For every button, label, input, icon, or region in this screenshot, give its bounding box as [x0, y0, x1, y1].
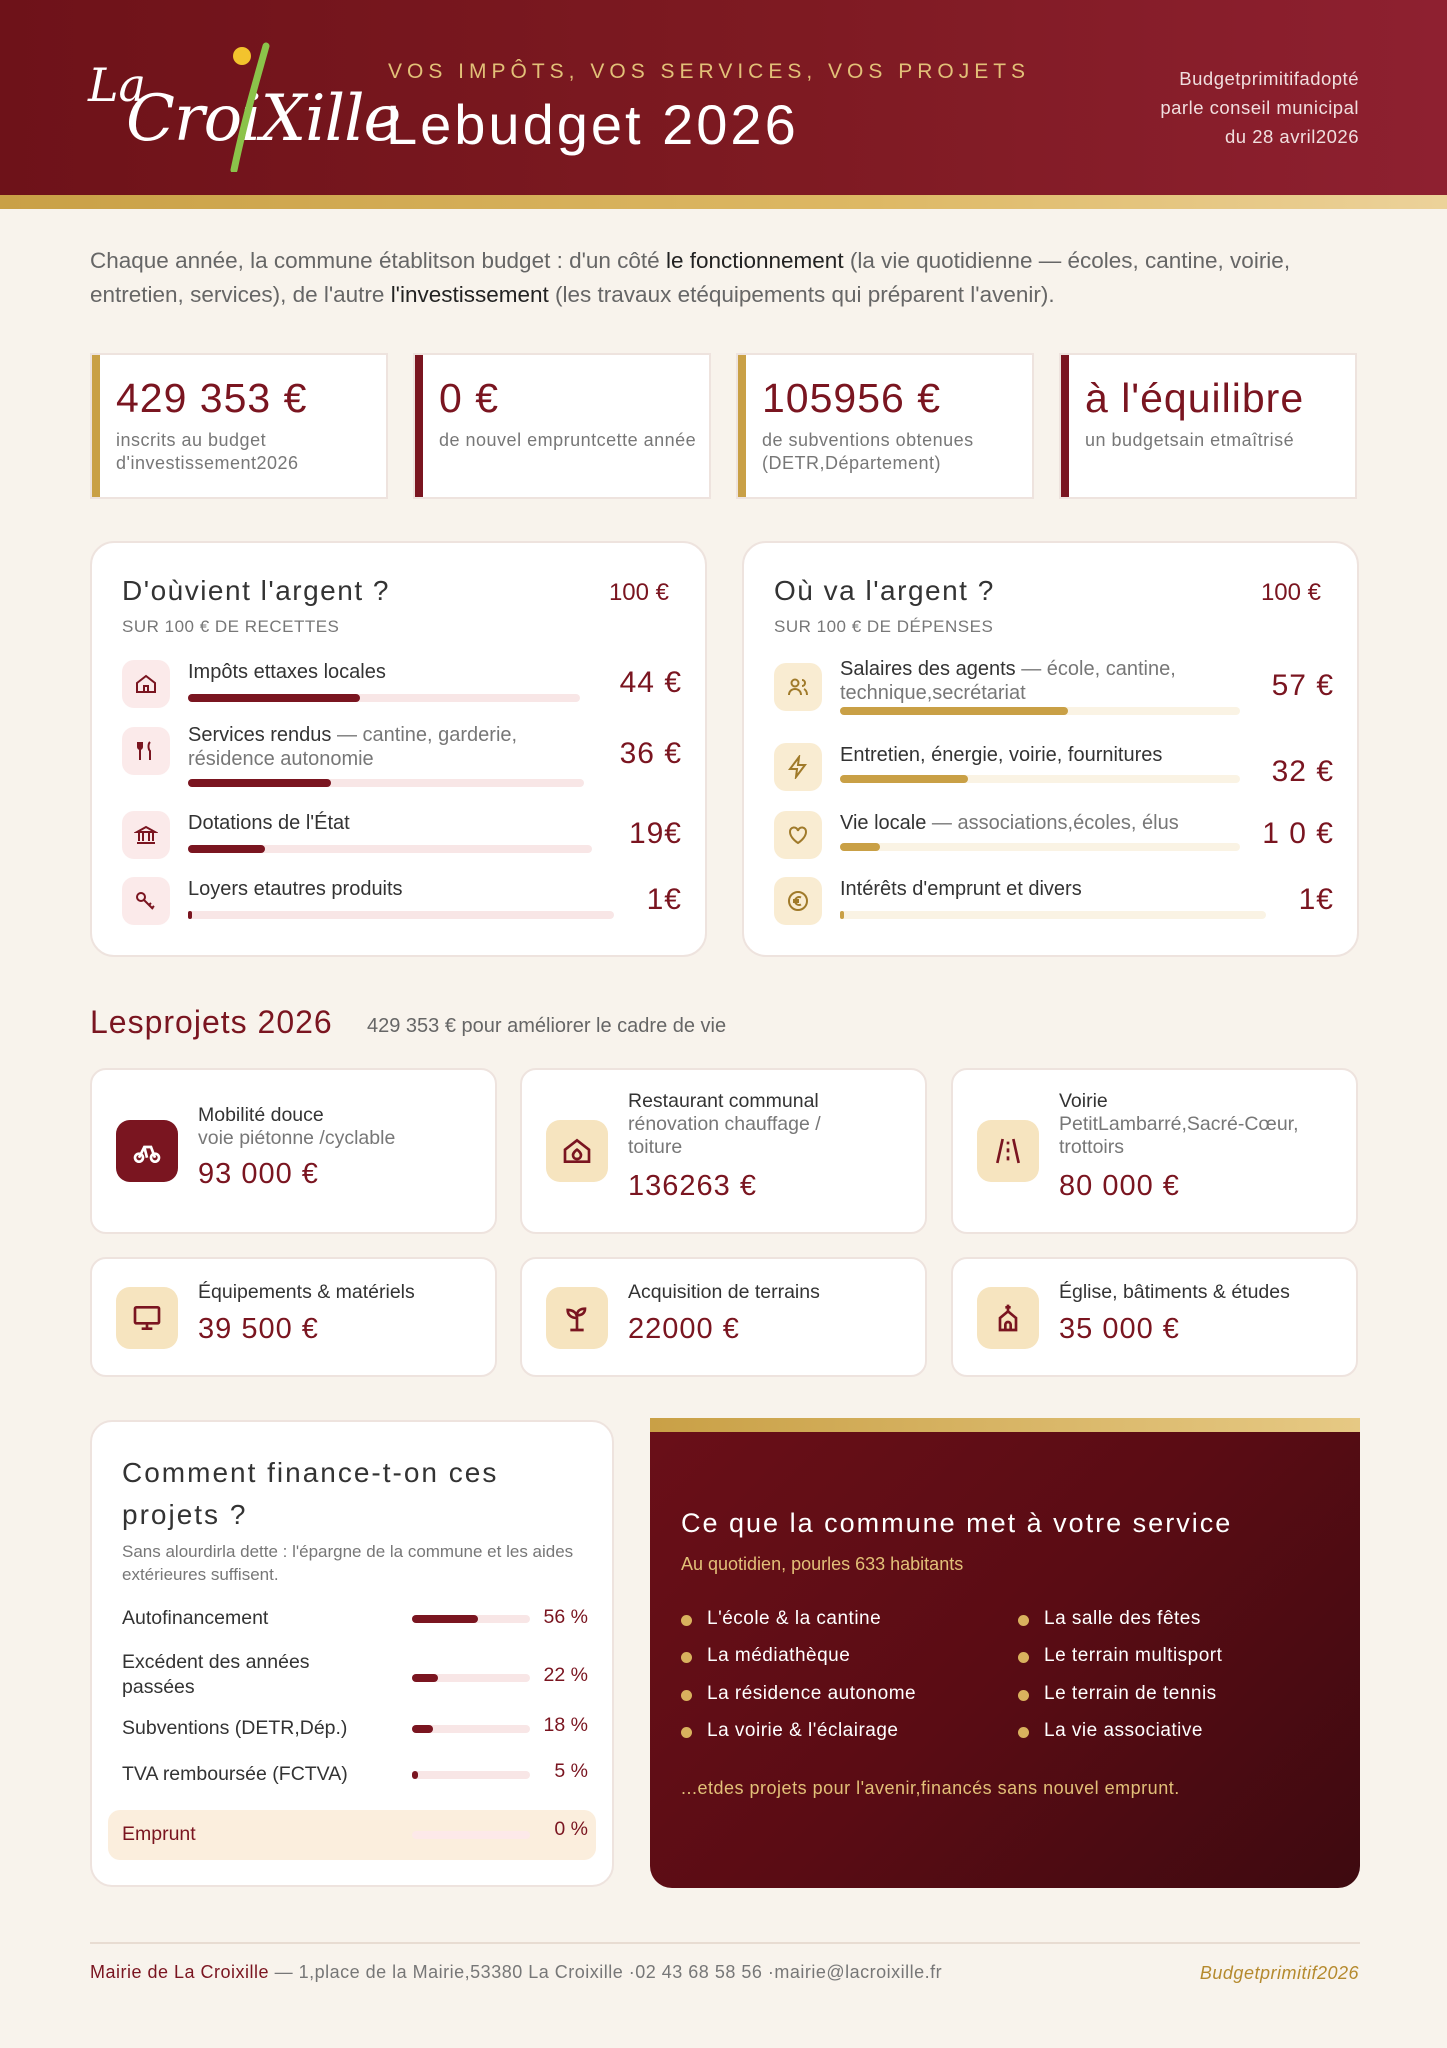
utensils-icon [122, 727, 170, 775]
project-amount: 35 000 € [1059, 1313, 1180, 1345]
row-amount: 32 € [1271, 755, 1334, 788]
row-label [840, 811, 1179, 835]
recettes-row [122, 811, 682, 863]
row-amount: 57 € [1271, 669, 1334, 702]
financement-track [412, 1771, 530, 1779]
row-track [188, 694, 580, 702]
intro-highlight: l'investissement [390, 282, 549, 307]
kpi-accent-bar [415, 355, 423, 497]
service-item: Le terrain multisport [1044, 1645, 1223, 1666]
financement-track [412, 1725, 530, 1733]
project-title [628, 1281, 820, 1304]
intro-highlight: le fonctionnement [665, 248, 844, 273]
project-title-text: Église, bâtiments & études [1059, 1281, 1290, 1303]
bolt-icon [774, 743, 822, 791]
projets-subheading: 429 353 € pour améliorer le cadre de vie [367, 1015, 727, 1037]
logo-name: CroiXille [126, 82, 401, 156]
footer-contact [90, 1962, 942, 1983]
row-label [840, 877, 1082, 901]
depenses-panel [742, 541, 1359, 957]
bike-icon [116, 1120, 178, 1182]
project-amount: 80 000 € [1059, 1170, 1180, 1202]
financement-fill [412, 1725, 433, 1733]
project-amount: 136263 € [628, 1170, 757, 1202]
project-card [90, 1068, 497, 1234]
depenses-row [774, 743, 1334, 795]
row-fill [188, 779, 331, 787]
service-item: La résidence autonome [707, 1683, 917, 1704]
row-label-main: Intérêts d'emprunt et divers [840, 878, 1082, 900]
road-icon [977, 1120, 1039, 1182]
row-fill [840, 843, 880, 851]
intro-part: (les travaux etéquipements qui préparent l'avenir). [548, 282, 1055, 307]
service-item: Le terrain de tennis [1044, 1683, 1217, 1704]
financement-row [122, 1716, 588, 1746]
row-label-main: Dotations de l'État [188, 812, 350, 834]
financement-percent: 5 % [554, 1760, 588, 1782]
recettes-title: D'oùvient l'argent ? [122, 575, 390, 606]
monitor-icon [116, 1287, 178, 1349]
project-title-text: Restaurant communal [628, 1090, 819, 1112]
row-label [188, 877, 403, 901]
sprout-icon [546, 1287, 608, 1349]
row-amount: 1 0 € [1262, 817, 1334, 850]
row-track [840, 707, 1240, 715]
row-amount: 19€ [628, 817, 682, 850]
kpi-label: de subventions obtenues (DETR,Département) [762, 430, 974, 473]
project-card [951, 1068, 1358, 1234]
kpi-card [90, 353, 388, 499]
project-subtitle: voie piétonne /cyclable [198, 1127, 396, 1149]
financement-percent: 18 % [543, 1714, 588, 1736]
header-banner [0, 0, 1447, 195]
adoption-line: parle conseil municipal [1160, 97, 1359, 118]
row-fill [840, 707, 1068, 715]
row-label-detail: — école, cantine, technique,secrétariat [840, 658, 1176, 704]
intro-text [90, 244, 1370, 312]
financement-row [122, 1820, 588, 1850]
financement-track [412, 1674, 530, 1682]
intro-part: (la vie quotidienne — écoles, cantine, voirie, entretien, services), de l'autre [90, 248, 1291, 307]
logo-la: La [88, 58, 146, 112]
kpi-value: 0 € [439, 375, 499, 421]
project-subtitle: rénovation chauffage / toiture [628, 1113, 821, 1158]
financement-label: TVA remboursée (FCTVA) [122, 1763, 348, 1785]
gold-divider [0, 195, 1447, 209]
financement-label: Excédent des années passées [122, 1651, 310, 1698]
services-gold-strip [650, 1418, 1360, 1432]
project-title-text: Équipements & matériels [198, 1281, 415, 1303]
financement-percent: 0 % [554, 1818, 588, 1840]
house-fire-icon [546, 1120, 608, 1182]
row-amount: 44 € [619, 666, 682, 699]
depenses-title: Où va l'argent ? [774, 575, 995, 606]
financement-label: Emprunt [122, 1823, 196, 1845]
services-footer: ...etdes projets pour l'avenir,financés sans nouvel emprunt. [681, 1778, 1180, 1798]
kpi-label: un budgetsain etmaîtrisé [1085, 430, 1295, 450]
financement-fill [412, 1615, 478, 1623]
kpi-card [1059, 353, 1357, 499]
project-title [198, 1104, 395, 1150]
financement-label: Autofinancement [122, 1607, 269, 1629]
project-title [198, 1281, 415, 1304]
services-subtitle: Au quotidien, pourles 633 habitants [681, 1554, 964, 1574]
row-track [840, 843, 1240, 851]
row-label-detail: — cantine, garderie, résidence autonomie [188, 724, 518, 770]
project-card [520, 1257, 927, 1377]
logo-mark-icon [206, 42, 286, 172]
project-amount: 22000 € [628, 1313, 740, 1345]
kpi-accent-bar [92, 355, 100, 497]
project-title [1059, 1281, 1290, 1304]
service-item: La vie associative [1044, 1720, 1203, 1741]
kpi-value: 105956 € [762, 375, 942, 421]
header-kicker: VOS IMPÔTS, VOS SERVICES, VOS PROJETS [388, 60, 1031, 83]
row-track [188, 845, 592, 853]
heart-icon [774, 811, 822, 859]
project-title-text: Voirie [1059, 1090, 1108, 1112]
project-title-text: Mobilité douce [198, 1104, 324, 1126]
financement-percent: 56 % [543, 1606, 588, 1628]
financement-track [412, 1831, 530, 1839]
financement-row [122, 1650, 588, 1704]
footer-doc-name: Budgetprimitif2026 [1199, 1963, 1359, 1983]
kpi-card [736, 353, 1034, 499]
financement-percent: 22 % [543, 1664, 588, 1686]
people-icon [774, 663, 822, 711]
service-item: La médiathèque [707, 1645, 851, 1666]
row-track [840, 911, 1266, 919]
footer-address: — 1,place de la Mairie,53380 La Croixille ·02 43 68 58 56 ·mairie@lacroixille.fr [269, 1962, 943, 1982]
adoption-date: du 28 avril2026 [1224, 126, 1359, 147]
project-subtitle: PetitLambarré,Sacré-Cœur, trottoirs [1059, 1113, 1299, 1158]
row-label [840, 743, 1162, 767]
financement-track [412, 1615, 530, 1623]
row-label-main: Services rendus [188, 724, 332, 746]
financement-title: Comment finance-t-on ces projets ? [122, 1457, 499, 1530]
logo [86, 42, 401, 172]
project-card [520, 1068, 927, 1234]
recettes-subtitle: SUR 100 € DE RECETTES [122, 617, 340, 636]
project-amount: 93 000 € [198, 1158, 319, 1190]
recettes-total: 100 € [608, 579, 669, 606]
recettes-panel [90, 541, 707, 957]
row-label [188, 660, 386, 684]
kpi-card [413, 353, 711, 499]
project-amount: 39 500 € [198, 1313, 319, 1345]
row-track [188, 779, 584, 787]
depenses-total: 100 € [1260, 579, 1321, 606]
house-icon [122, 660, 170, 708]
kpi-accent-bar [1061, 355, 1069, 497]
financement-subtitle: Sans alourdirla dette : l'épargne de la commune et les aides extérieures suffisent. [122, 1542, 574, 1584]
kpi-value: à l'équilibre [1085, 375, 1305, 421]
project-title [628, 1090, 878, 1159]
row-fill [840, 911, 844, 919]
depenses-row [774, 811, 1334, 863]
row-amount: 1€ [646, 883, 682, 916]
financement-row [122, 1606, 588, 1636]
row-track [840, 775, 1240, 783]
project-title [1059, 1090, 1349, 1159]
kpi-value: 429 353 € [116, 375, 308, 421]
euro-icon [774, 877, 822, 925]
service-item: L'école & la cantine [707, 1608, 882, 1629]
row-fill [188, 845, 265, 853]
row-label-main: Vie locale [840, 812, 927, 834]
adoption-line: Budgetprimitifadopté [1179, 68, 1359, 89]
project-title-text: Acquisition de terrains [628, 1281, 820, 1303]
kpi-accent-bar [738, 355, 746, 497]
row-amount: 1€ [1298, 883, 1334, 916]
row-label-main: Impôts ettaxes locales [188, 661, 386, 683]
service-item: La voirie & l'éclairage [707, 1720, 899, 1741]
depenses-subtitle: SUR 100 € DE DÉPENSES [774, 617, 994, 636]
adoption-note [1099, 64, 1359, 151]
intro-part: Chaque année, la commune établitson budget : d'un côté [90, 248, 666, 273]
row-amount: 36 € [619, 737, 682, 770]
service-item: La salle des fêtes [1044, 1608, 1201, 1629]
recettes-row [122, 660, 682, 712]
financement-row [122, 1762, 588, 1792]
kpi-label: inscrits au budget d'investissement2026 [116, 430, 299, 473]
services-panel [650, 1418, 1360, 1888]
financement-fill [412, 1674, 438, 1682]
row-label [188, 723, 558, 771]
key-icon [122, 877, 170, 925]
services-title: Ce que la commune met à votre service [681, 1508, 1233, 1538]
row-label-main: Entretien, énergie, voirie, fournitures [840, 744, 1163, 766]
row-fill [188, 911, 192, 919]
recettes-row [122, 723, 682, 783]
bank-icon [122, 811, 170, 859]
row-label [188, 811, 350, 835]
depenses-row [774, 877, 1334, 929]
recettes-row [122, 877, 682, 929]
projets-heading: Lesprojets 2026 [90, 1004, 333, 1040]
church-icon [977, 1287, 1039, 1349]
row-track [188, 911, 614, 919]
page-title: Lebudget 2026 [386, 93, 799, 156]
row-fill [188, 694, 360, 702]
project-card [90, 1257, 497, 1377]
kpi-label: de nouvel empruntcette année [439, 430, 697, 450]
footer-mairie: Mairie de La Croixille [90, 1962, 270, 1982]
row-label-main: Loyers etautres produits [188, 878, 403, 900]
row-label-detail: — associations,écoles, élus [926, 812, 1179, 834]
project-card [951, 1257, 1358, 1377]
financement-panel [90, 1420, 614, 1887]
depenses-row [774, 657, 1334, 721]
row-label [840, 657, 1240, 705]
footer-divider [90, 1942, 1360, 1944]
row-fill [840, 775, 968, 783]
financement-fill [412, 1771, 418, 1779]
financement-label: Subventions (DETR,Dép.) [122, 1717, 348, 1739]
row-label-main: Salaires des agents [840, 658, 1016, 680]
